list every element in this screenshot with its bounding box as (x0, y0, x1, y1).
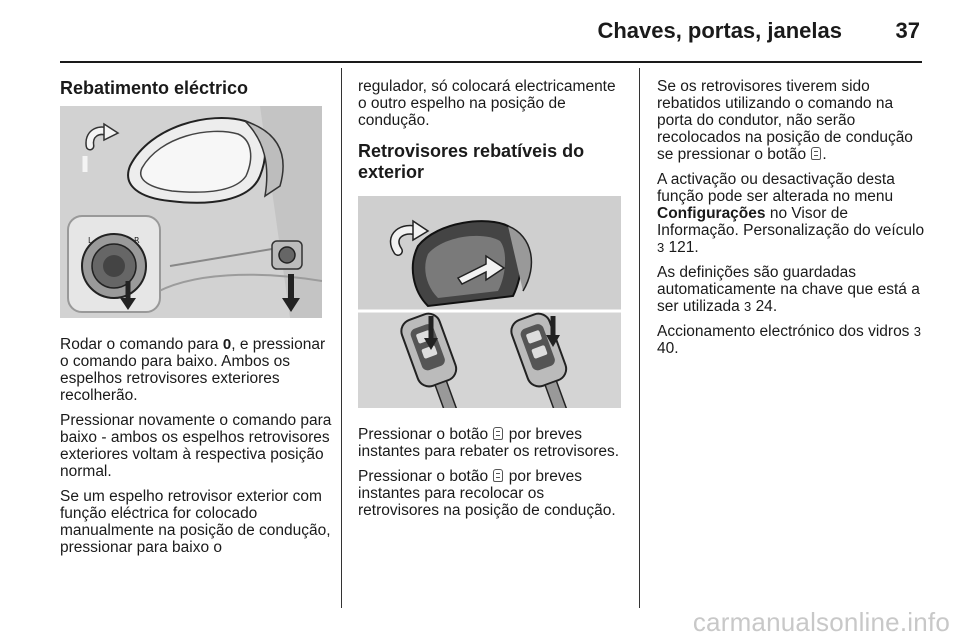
mirror-control-illustration (60, 106, 322, 318)
header-rule (60, 61, 922, 63)
svg-text:L: L (88, 236, 93, 245)
paragraph-press-unfold: Pressionar o botão por breves instantes para recolocar os retrovisores na posição de condução. (358, 468, 616, 519)
key-unfold-mirror-icon (811, 147, 821, 160)
watermark: carmanualsonline.info (692, 607, 950, 637)
page-number: 37 (895, 18, 920, 43)
column-3 (657, 78, 925, 365)
paragraph-power-windows: Accionamento electrónico dos vidros 3 40. (657, 323, 921, 357)
paragraph-settings-menu: A activação ou desactivação desta função pode ser alterada no menu Configurações no Visor de Informação. Personalização do veículo 3 121. (657, 171, 925, 256)
paragraph-press-again: Pressionar novamente o comando para baixo - ambos os espelhos retrovisores exteriores voltam à respectiva posição normal. (60, 412, 332, 480)
paragraph-rotate-control: Rodar o comando para 0, e pressionar o comando para baixo. Ambos os espelhos retrovisores exteriores recolherão. (60, 336, 326, 404)
column-2 (358, 78, 626, 195)
reference-arrow-icon: 3 (913, 324, 921, 339)
page-reference-40[interactable]: 40 (657, 340, 675, 357)
column-1-body (60, 336, 335, 564)
page-reference-121[interactable]: 121 (668, 239, 695, 256)
reference-arrow-icon: 3 (744, 299, 752, 314)
page-reference-24[interactable]: 24 (755, 298, 773, 315)
svg-text:R: R (134, 236, 140, 245)
settings-menu-name: Configurações (657, 205, 766, 222)
column-divider-1 (341, 68, 342, 608)
figure-mirror-control (60, 106, 322, 318)
position-key-zero: 0 (222, 336, 232, 353)
paragraph-manual-position: Se um espelho retrovisor exterior com função eléctrica for colocado manualmente na posição de condução, pressionar para baixo o (60, 488, 331, 556)
reference-arrow-icon: 3 (657, 240, 665, 255)
key-fold-illustration (358, 196, 621, 408)
paragraph-continued-regulator: regulador, só colocará electricamente o outro espelho na posição de condução. (358, 78, 616, 129)
paragraph-press-fold: Pressionar o botão por breves instantes para rebater os retrovisores. (358, 426, 620, 460)
key-unfold-mirror-icon (493, 469, 503, 482)
column-2-body (358, 426, 626, 527)
page-title: Chaves, portas, janelas (597, 18, 842, 43)
figure-key-fold (358, 196, 621, 408)
paragraph-saved-settings: As definições são guardadas automaticamente na chave que está a ser utilizada 3 24. (657, 264, 920, 315)
section-heading-electric-folding: Rebatimento eléctrico (60, 78, 249, 98)
paragraph-driver-door-control: Se os retrovisores tiverem sido rebatidos utilizando o comando na porta do condutor, não serão recolocados na posição de condução se pressionar o botão . (657, 78, 913, 163)
section-heading-folding-mirrors: Retrovisores rebatíveis do exterior (358, 141, 585, 182)
key-fold-mirror-icon (493, 427, 503, 440)
column-divider-2 (639, 68, 640, 608)
